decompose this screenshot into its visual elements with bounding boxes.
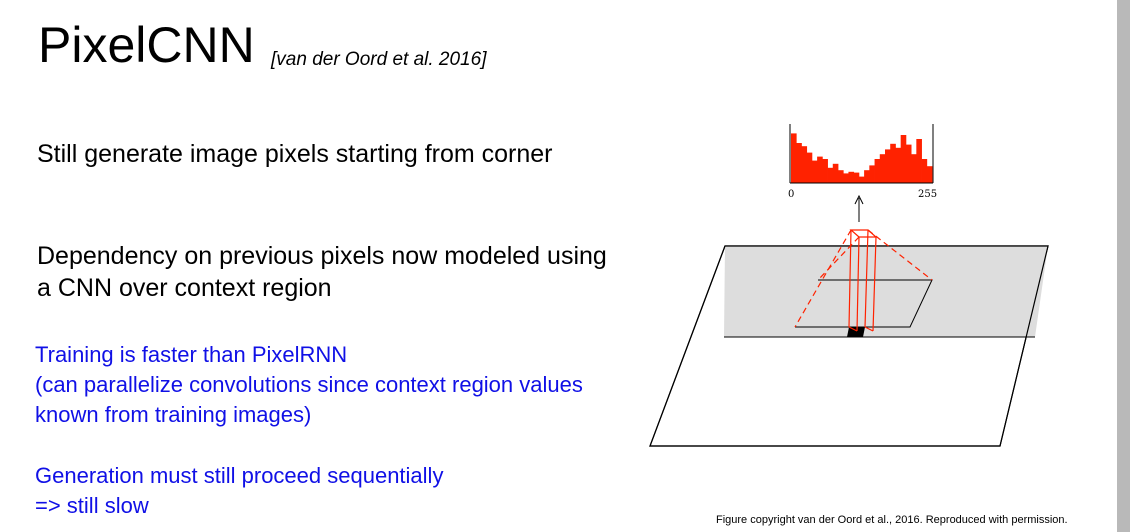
bullet-training-faster-line2: (can parallelize convolutions since context region values known from training images) [35,372,583,427]
histogram-bar [801,146,807,183]
histogram-bar [906,145,912,183]
histogram-bar [916,139,922,183]
histogram-bar [885,149,891,183]
histogram-max-label: 255 [918,189,938,200]
histogram-bar [864,170,870,183]
histogram-bar [890,144,896,183]
histogram-bar [875,159,881,183]
bullet-training-faster-line1: Training is faster than PixelRNN [35,342,348,367]
figure-copyright: Figure copyright van der Oord et al., 2016. Reproduced with permission. [716,514,1068,526]
bullet-generation-sequential-line1: Generation must still proceed sequentially [35,463,444,488]
current-pixel [847,327,865,337]
bullet-generation-sequential-line2: => still slow [35,493,149,518]
bullet-training-faster [35,340,615,430]
softmax-histogram [788,124,937,200]
histogram-bar [911,154,917,183]
histogram-bar [807,153,813,183]
histogram-bar [869,165,875,183]
bullet-cnn-dependency: Dependency on previous pixels now modeled using a CNN over context region [37,242,607,302]
histogram-bar [828,168,834,183]
bullet-generation-sequential [35,461,615,521]
histogram-min-label: 0 [788,189,795,200]
histogram-bar [812,161,818,183]
histogram-bar [796,143,802,183]
histogram-bar [901,135,907,183]
histogram-bar [927,166,933,183]
histogram-bar [822,159,828,183]
context-region-shaded [724,246,1048,337]
histogram-bar [843,173,849,183]
histogram-bar [859,177,865,183]
slide-edge-bar [1117,0,1130,532]
histogram-bar [854,173,860,183]
citation: [van der Oord et al. 2016] [271,49,487,70]
histogram-bar [833,164,839,183]
histogram-bar [817,157,823,183]
histogram-bar [791,133,797,183]
histogram-bar [895,148,901,183]
histogram-bar [838,170,844,183]
histogram-bar [880,154,886,183]
slide-title: PixelCNN [38,17,255,73]
bullet-generate-from-corner: Still generate image pixels starting from corner [37,140,553,168]
pixelcnn-diagram [640,118,1060,458]
histogram-bar [848,172,854,183]
histogram-bar [922,159,928,183]
